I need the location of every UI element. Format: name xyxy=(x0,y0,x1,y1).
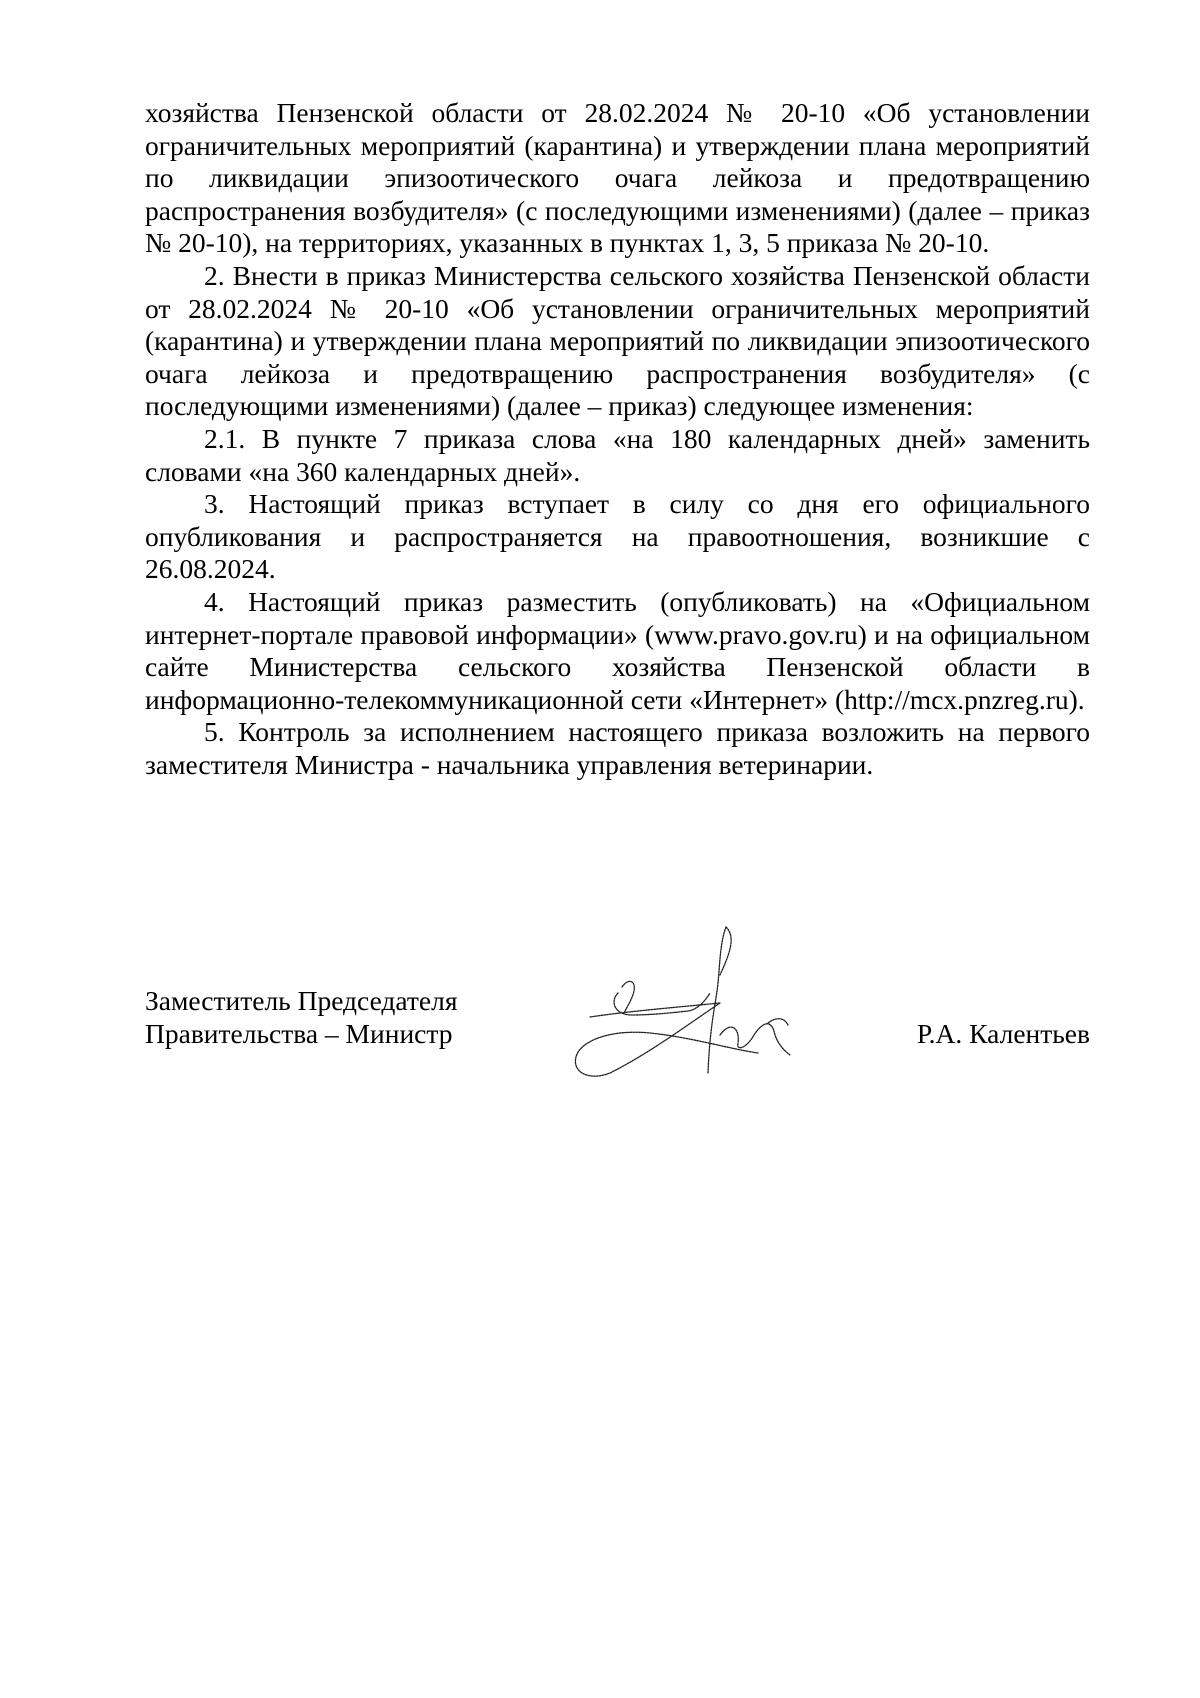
signatory-name: Р.А. Калентьев xyxy=(916,1017,1090,1049)
paragraph-item-3: 3. Настоящий приказ вступает в силу со дня его официального опубликования и распространяется на правоотношения, возникшие с 26.08.2024. xyxy=(145,488,1090,585)
signatory-position-line-2: Правительства – Министр xyxy=(145,1017,453,1049)
document-body xyxy=(145,97,1090,781)
paragraph-item-2: 2. Внести в приказ Министерства сельского хозяйства Пензенской области от 28.02.2024 № 20-10 «Об установлении ограничительных мероприятий (карантина) и утверждении плана мероприятий по ликвидации эпизоотического очага лейкоза и предотвращению распространения возбудителя» (с последующими изменениями) (далее – приказ) следующее изменения: xyxy=(145,259,1090,422)
signatory-position xyxy=(145,985,458,1050)
paragraph-item-4: 4. Настоящий приказ разместить (опубликовать) на «Официальном интернет-портале правовой информации» (www.pravo.gov.ru) и на официальном сайте Министерства сельского хозяйства Пензенской области в информационно-телекоммуникационной сети «Интернет» (http://mcx.pnzreg.ru). xyxy=(145,585,1090,715)
handwritten-signature xyxy=(570,923,810,1083)
paragraph-continuation: хозяйства Пензенской области от 28.02.2024 № 20-10 «Об установлении ограничительных мероприятий (карантина) и утверждении плана мероприятий по ликвидации эпизоотического очага лейкоза и предотвращению распространения возбудителя» (с последующими изменениями) (далее – приказ № 20-10), на территориях, указанных в пунктах 1, 3, 5 приказа № 20-10. xyxy=(145,97,1090,259)
paragraph-item-2-1: 2.1. В пункте 7 приказа слова «на 180 календарных дней» заменить словами «на 360 календарных дней». xyxy=(145,422,1090,487)
signatory-position-line-1: Заместитель Председателя xyxy=(145,985,458,1016)
paragraph-item-5: 5. Контроль за исполнением настоящего приказа возложить на первого заместителя Министра - начальника управления ветеринарии. xyxy=(145,716,1090,780)
